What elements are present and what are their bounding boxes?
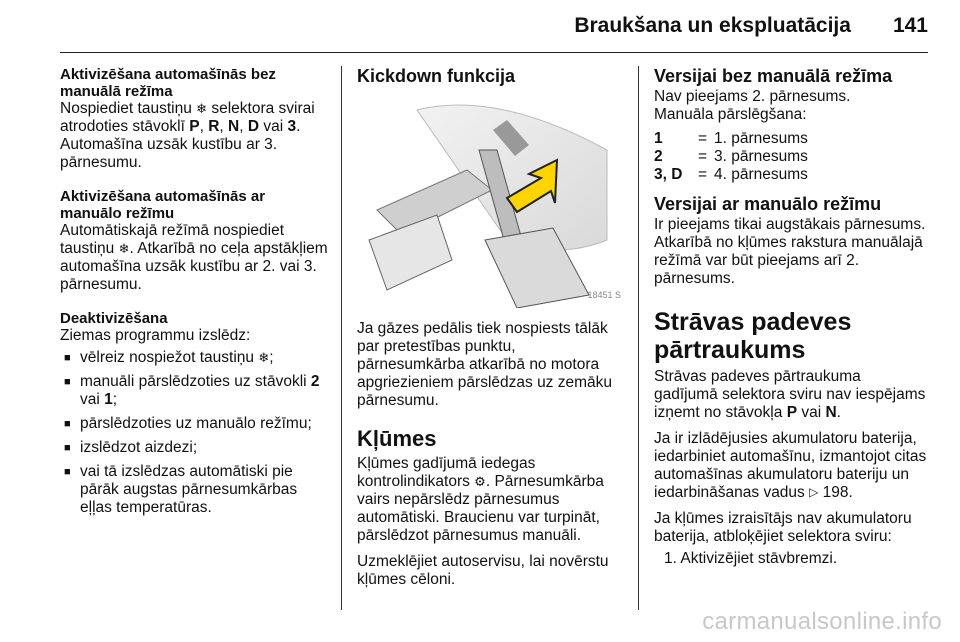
- watermark: carmanualsonline.info: [702, 608, 942, 635]
- text-manual-shifting: Manuāla pārslēgšana:: [654, 106, 807, 123]
- paragraph-unlock-selector: Ja kļūmes izraisītājs nav akumulatoru baterija, atbloķējiet selektora sviru:: [654, 510, 912, 545]
- column-right: [654, 66, 928, 568]
- figure-number: 18451 S: [587, 290, 621, 300]
- list-item: ■ izslēdzot aizdezi;: [64, 439, 328, 457]
- paragraph-activation-no-manual: Nospiediet taustiņu ❄ selektora svirai atrodoties stāvoklī P, R, N, D vai 3. Automašīna uzsāk kustību ar 3. pārnesumu.: [60, 100, 315, 171]
- paragraph-power-interruption: Strāvas padeves pārtraukuma gadījumā selektora sviru nav iespējams izņemt no stāvokļa P vai N.: [654, 368, 926, 421]
- paragraph-kickdown: Ja gāzes pedālis tiek nospiests tālāk par pretestības punktu, pārnesumkārba atkarībā no motora apgriezieniem pārslēdzas uz zemāku pārnesumu.: [357, 320, 613, 409]
- deactivation-list: [60, 349, 328, 517]
- gear-value: 4. pārnesums: [714, 166, 808, 183]
- paragraph-faults: Kļūmes gadījumā iedegas kontrolindikators ⚙. Pārnesumkārba vairs nepārslēdz pārnesumus automātiski. Braucienu var turpināt, pārslēdzot pārnesumus manuāli.: [357, 455, 604, 544]
- gear-eq: =: [698, 130, 708, 147]
- heading-kickdown: Kickdown funkcija: [357, 66, 516, 86]
- list-item: 1. Aktivizējiet stāvbremzi.: [664, 550, 838, 567]
- paragraph-faults-service: Uzmeklējiet autoservisu, lai novērstu kļūmes cēloni.: [357, 553, 609, 588]
- winter-program-icon: ❄: [196, 101, 208, 116]
- kickdown-pedal-illustration: [357, 90, 623, 308]
- winter-program-icon: ❄: [118, 241, 130, 256]
- text-no-second-gear: Nav pieejams 2. pārnesums.: [654, 88, 851, 105]
- page-header: [574, 14, 928, 38]
- page-reference-icon: ▷: [809, 485, 819, 499]
- pedal-drawing: [357, 90, 623, 308]
- gear-value: 3. pārnesums: [714, 148, 808, 165]
- paragraph-battery-discharged: Ja ir izlādējusies akumulatoru baterija, iedarbiniet automašīnu, izmantojot citas automašīnas akumulatoru bateriju un iedarbināšanas vadus ▷ 198.: [654, 430, 927, 501]
- header-divider: [60, 52, 928, 53]
- heading-faults: Kļūmes: [357, 426, 437, 451]
- heading-version-manual: Versijai ar manuālo režīmu: [654, 194, 882, 214]
- heading-version-no-manual: Versijai bez manuālā režīma: [654, 66, 893, 86]
- column-divider-1: [341, 66, 342, 610]
- column-divider-2: [638, 66, 639, 610]
- paragraph-deactivation-intro: Ziemas programmu izslēdz:: [60, 327, 251, 344]
- section-title: Braukšana un ekspluatācija: [574, 14, 851, 37]
- gear-eq: =: [698, 166, 708, 183]
- gear-key: 1: [654, 130, 663, 147]
- heading-activation-manual: Aktivizēšana automašīnās ar manuālo režīmu: [60, 188, 266, 222]
- list-item: ■ vai tā izslēdzas automātiski pie pārāk augstas pārnesumkārbas eļļas temperatūras.: [64, 463, 328, 517]
- column-middle: [357, 66, 623, 597]
- paragraph-version-manual: Ir pieejams tikai augstākais pārnesums. Atkarībā no kļūmes rakstura manuālajā režīmā var būt pieejams arī 2. pārnesums.: [654, 216, 926, 287]
- heading-power-interruption: Strāvas padeves pārtraukums: [654, 308, 852, 364]
- step-list: [654, 550, 928, 568]
- gear-eq: =: [698, 148, 708, 165]
- heading-activation-no-manual: Aktivizēšana automašīnās bez manuālā režīma: [60, 66, 276, 100]
- page-number: 141: [892, 14, 928, 37]
- heading-deactivation: Deaktivizēšana: [60, 310, 168, 327]
- list-item: ■ pārslēdzoties uz manuālo režīmu;: [64, 415, 328, 433]
- gear-key: 2: [654, 148, 663, 165]
- page-reference: 198: [822, 484, 849, 501]
- gearbox-warning-icon: ⚙: [474, 474, 486, 489]
- list-item: ■ manuāli pārslēdzoties uz stāvokli 2 vai 1;: [64, 373, 328, 409]
- winter-program-icon: ❄: [258, 350, 270, 365]
- column-left: [60, 66, 328, 523]
- gear-key: 3, D: [654, 166, 683, 183]
- gear-value: 1. pārnesums: [714, 130, 808, 147]
- list-item: ■ vēlreiz nospiežot taustiņu ❄;: [64, 349, 328, 367]
- paragraph-activation-manual: Automātiskajā režīmā nospiediet taustiņu ❄. Atkarībā no ceļa apstākļiem automašīna uzsāk kustību ar 2. vai 3. pārnesumu.: [60, 222, 328, 293]
- gear-table: [654, 130, 928, 184]
